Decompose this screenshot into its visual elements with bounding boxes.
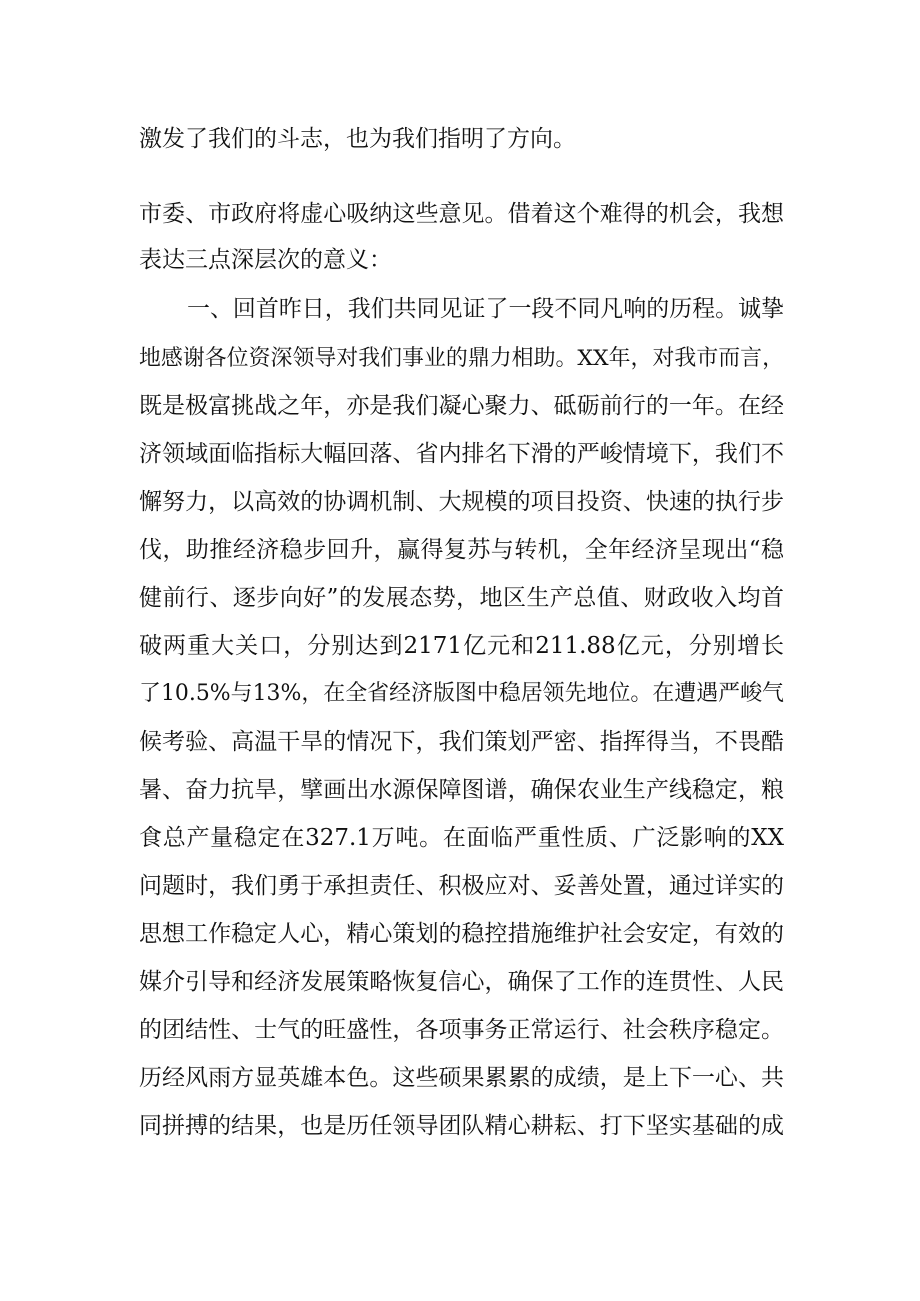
text-line: 伐，助推经济稳步回升，赢得复苏与转机，全年经济呈现出“稳 — [139, 537, 784, 563]
text-line: 懈努力，以高效的协调机制、大规模的项目投资、快速的执行步 — [139, 489, 784, 515]
text-line: 暑、奋力抗旱，擘画出水源保障图谱，确保农业生产线稳定，粮 — [139, 777, 784, 803]
text-line: 地感谢各位资深领导对我们事业的鼎力相助。XX年，对我市而言， — [139, 346, 784, 371]
text-line: 同拼搏的结果，也是历任领导团队精心耕耘、打下坚实基础的成 — [139, 1113, 784, 1139]
paragraph-first-line: 一、回首昨日，我们共同见证了一段不同凡响的历程。诚挚 — [187, 296, 784, 322]
text-line: 的团结性、士气的旺盛性，各项事务正常运行、社会秩序稳定。 — [139, 1017, 784, 1043]
text-line: 问题时，我们勇于承担责任、积极应对、妥善处置，通过详实的 — [139, 873, 784, 899]
text-line: 媒介引导和经济发展策略恢复信心，确保了工作的连贯性、人民 — [139, 969, 784, 995]
text-line: 激发了我们的斗志，也为我们指明了方向。 — [139, 126, 576, 152]
text-line: 破两重大关口，分别达到2171亿元和211.88亿元，分别增长 — [139, 633, 784, 659]
text-line: 市委、市政府将虚心吸纳这些意见。借着这个难得的机会，我想 — [139, 201, 784, 227]
text-line: 表达三点深层次的意义： — [139, 247, 392, 273]
text-line: 健前行、逐步向好”的发展态势，地区生产总值、财政收入均首 — [139, 585, 784, 611]
text-line: 食总产量稳定在327.1万吨。在面临严重性质、广泛影响的XX — [139, 825, 784, 851]
text-line: 历经风雨方显英雄本色。这些硕果累累的成绩，是上下一心、共 — [139, 1065, 784, 1091]
text-line: 候考验、高温干旱的情况下，我们策划严密、指挥得当，不畏酷 — [139, 729, 784, 755]
text-line: 济领域面临指标大幅回落、省内排名下滑的严峻情境下，我们不 — [139, 441, 784, 467]
text-line: 思想工作稳定人心，精心策划的稳控措施维护社会安定，有效的 — [139, 921, 784, 947]
text-line: 了10.5%与13%，在全省经济版图中稳居领先地位。在遭遇严峻气 — [139, 681, 784, 706]
text-line: 既是极富挑战之年，亦是我们凝心聚力、砥砺前行的一年。在经 — [139, 393, 784, 419]
